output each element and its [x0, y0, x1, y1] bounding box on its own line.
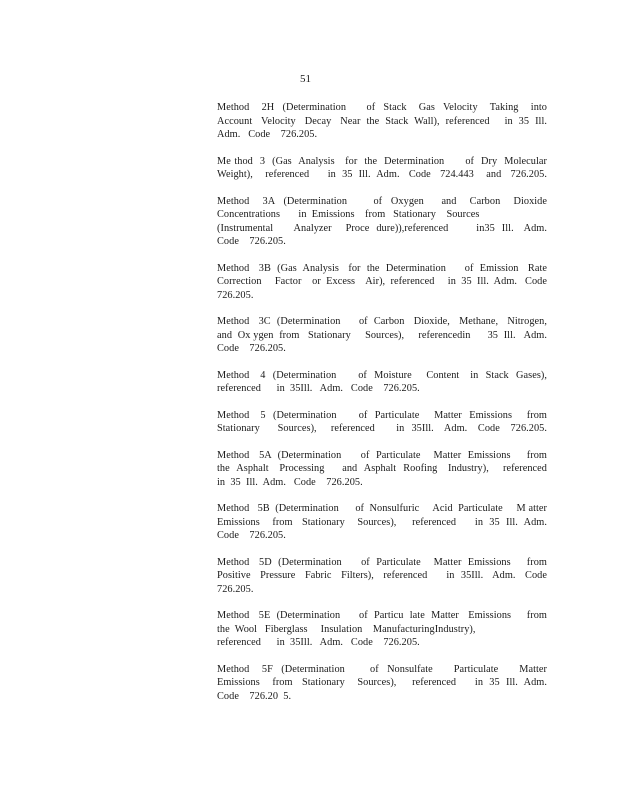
entry-line: referenced in 35Ill. Adm. Code 726.205. [217, 383, 420, 394]
entry-line: Code 726.205. [217, 530, 286, 541]
method-entry [217, 155, 547, 182]
page-number: 51 [300, 73, 311, 85]
entry-line: Method 5A (Determination of Particulate Matter Emissions from [217, 449, 547, 461]
entry-line: Weight), referenced in 35 Ill. Adm. Code 724.443 and 726.205. [217, 169, 547, 180]
entry-line: Method 5E (Determination of Particu late Matter Emissions from [217, 610, 547, 621]
entry-line: Method 5D (Determination of Particulate Matter Emissions from [217, 556, 547, 568]
entry-line: Concentrations in Emissions from Stationary Sources [217, 209, 480, 220]
entry-line: Positive Pressure Fabric Filters), referenced in 35Ill. Adm. Code [217, 570, 547, 581]
entry-line: the Wool Fiberglass Insulation ManufacturingIndustry), [217, 623, 476, 635]
entry-line: referenced in 35Ill. Adm. Code 726.205. [217, 637, 420, 648]
entry-line: and Ox ygen from Stationary Sources), referencedin 35 Ill. Adm. [217, 329, 547, 341]
method-entry [217, 262, 547, 303]
method-entry [217, 315, 547, 356]
entry-line: Me thod 3 (Gas Analysis for the Determination of Dry Molecular [217, 155, 547, 167]
entry-line: Method 4 (Determination of Moisture Content in Stack Gases), [217, 369, 547, 381]
entry-line: Emissions from Stationary Sources), referenced in 35 Ill. Adm. [217, 677, 547, 688]
method-entry [217, 556, 547, 597]
method-entry [217, 663, 547, 704]
method-entry [217, 502, 547, 543]
entry-line: Adm. Code 726.205. [217, 129, 318, 140]
entry-line: Code 726.205. [217, 343, 286, 354]
entry-line: in 35 Ill. Adm. Code 726.205. [217, 476, 363, 488]
method-entry [217, 449, 547, 490]
entry-line: 726.205. [217, 289, 254, 301]
entry-line: Method 5B (Determination of Nonsulfuric Acid Particulate M atter [217, 503, 547, 514]
entry-line: Emissions from Stationary Sources), referenced in 35 Ill. Adm. [217, 516, 547, 528]
entry-line: Method 3B (Gas Analysis for the Determination of Emission Rate [217, 262, 547, 274]
method-entry [217, 195, 547, 249]
entry-line: Correction Factor or Excess Air), referenced in 35 Ill. Adm. Code [217, 276, 547, 287]
method-reference-list [217, 101, 547, 716]
entry-line: Method 5F (Determination of Nonsulfate Particulate Matter [217, 663, 547, 675]
entry-line: the Asphalt Processing and Asphalt Roofing Industry), referenced [217, 463, 547, 474]
entry-line: Method 3A (Determination of Oxygen and Carbon Dioxide [217, 195, 547, 207]
method-entry [217, 409, 547, 436]
entry-line: Account Velocity Decay Near the Stack Wall), referenced in 35 Ill. [217, 115, 547, 127]
entry-line: Code 726.20 5. [217, 690, 292, 702]
entry-line: Method 5 (Determination of Particulate Matter Emissions from [217, 409, 547, 421]
method-entry [217, 369, 547, 396]
entry-line: Method 3C (Determination of Carbon Dioxide, Methane, Nitrogen, [217, 316, 547, 327]
entry-line: Code 726.205. [217, 236, 286, 247]
entry-line: 726.205. [217, 583, 254, 595]
entry-line: (Instrumental Analyzer Proce dure)),referenced in35 Ill. Adm. [217, 222, 547, 234]
entry-line: Stationary Sources), referenced in 35Ill. Adm. Code 726.205. [217, 423, 547, 434]
method-entry [217, 101, 547, 142]
method-entry [217, 609, 547, 650]
entry-line: Method 2H (Determination of Stack Gas Velocity Taking into [217, 102, 547, 113]
